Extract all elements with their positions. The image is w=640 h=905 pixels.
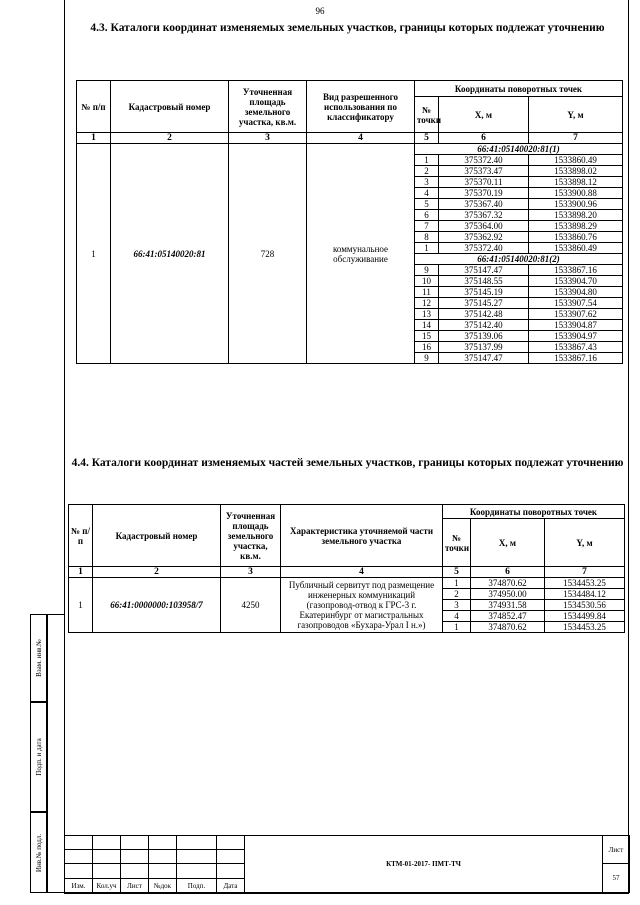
x-coordinate: 375139.06 bbox=[439, 331, 529, 342]
column-number: 4 bbox=[281, 567, 443, 578]
title-block-caption: Кол.уч bbox=[93, 879, 121, 893]
cadastral-number: 66:41:05140020:81 bbox=[111, 144, 229, 364]
x-coordinate: 374870.62 bbox=[471, 578, 545, 589]
contour-name: 66:41:05140020:81(2) bbox=[415, 254, 623, 265]
x-coordinate: 375147.47 bbox=[439, 265, 529, 276]
point-number: 13 bbox=[415, 309, 439, 320]
sheet-number: 57 bbox=[603, 864, 630, 893]
point-number: 9 bbox=[415, 265, 439, 276]
x-coordinate: 374931.58 bbox=[471, 600, 545, 611]
y-coordinate: 1533867.16 bbox=[529, 353, 623, 364]
t2-header-point: № точки bbox=[443, 519, 471, 567]
side-label-replace-inv: Взам. инв.№ bbox=[30, 614, 47, 702]
x-coordinate: 375372.40 bbox=[439, 243, 529, 254]
x-coordinate: 374852.47 bbox=[471, 611, 545, 622]
t2-header-char: Характеристика уточняемой части земельного участка bbox=[281, 505, 443, 567]
x-coordinate: 374950.00 bbox=[471, 589, 545, 600]
side-label-sign-date: Подп. и дата bbox=[30, 702, 47, 812]
y-coordinate: 1533860.76 bbox=[529, 232, 623, 243]
page-number: 96 bbox=[315, 6, 325, 16]
column-number: 6 bbox=[471, 567, 545, 578]
y-coordinate: 1533904.80 bbox=[529, 287, 623, 298]
point-number: 1 bbox=[415, 155, 439, 166]
column-number: 3 bbox=[229, 133, 307, 144]
frame-left-border bbox=[64, 0, 65, 893]
point-number: 4 bbox=[415, 188, 439, 199]
point-number: 11 bbox=[415, 287, 439, 298]
point-number: 6 bbox=[415, 210, 439, 221]
title-block-caption: Дата bbox=[217, 879, 245, 893]
point-number: 14 bbox=[415, 320, 439, 331]
y-coordinate: 1533898.02 bbox=[529, 166, 623, 177]
point-number: 8 bbox=[415, 232, 439, 243]
y-coordinate: 1533904.70 bbox=[529, 276, 623, 287]
sheet-label: Лист bbox=[603, 836, 630, 864]
x-coordinate: 375145.19 bbox=[439, 287, 529, 298]
point-number: 2 bbox=[443, 589, 471, 600]
y-coordinate: 1534499.84 bbox=[545, 611, 625, 622]
y-coordinate: 1533900.88 bbox=[529, 188, 623, 199]
y-coordinate: 1533860.49 bbox=[529, 155, 623, 166]
header-y: Y, м bbox=[529, 97, 623, 133]
title-block-caption: Изм. bbox=[65, 879, 93, 893]
side-label-inv-number: Инв.№ подл. bbox=[30, 812, 47, 893]
section-4-4-title: 4.4. Каталоги координат изменяемых частей земельных участков, границы которых подлежат уточнению bbox=[71, 457, 624, 469]
y-coordinate: 1534530.56 bbox=[545, 600, 625, 611]
t2-area-value: 4250 bbox=[221, 578, 281, 633]
x-coordinate: 375372.40 bbox=[439, 155, 529, 166]
section-4-3-title: 4.3. Каталоги координат изменяемых земельных участков, границы которых подлежат уточнению bbox=[90, 22, 605, 34]
header-use: Вид разрешенного использования по классификатору bbox=[307, 81, 415, 133]
y-coordinate: 1533867.43 bbox=[529, 342, 623, 353]
side-strip-blank bbox=[47, 614, 64, 893]
header-cadastral: Кадастровый номер bbox=[111, 81, 229, 133]
x-coordinate: 375367.32 bbox=[439, 210, 529, 221]
x-coordinate: 374870.62 bbox=[471, 622, 545, 633]
x-coordinate: 375145.27 bbox=[439, 298, 529, 309]
column-number: 1 bbox=[77, 133, 111, 144]
title-block-caption: Лист bbox=[121, 879, 149, 893]
header-area: Уточненная площадь земельного участка, кв.м. bbox=[229, 81, 307, 133]
y-coordinate: 1533898.12 bbox=[529, 177, 623, 188]
x-coordinate: 375367.40 bbox=[439, 199, 529, 210]
y-coordinate: 1533900.96 bbox=[529, 199, 623, 210]
y-coordinate: 1534453.25 bbox=[545, 578, 625, 589]
point-number: 3 bbox=[415, 177, 439, 188]
column-number: 5 bbox=[415, 133, 439, 144]
x-coordinate: 375373.47 bbox=[439, 166, 529, 177]
permitted-use: коммунальное обслуживание bbox=[307, 144, 415, 364]
column-number: 2 bbox=[93, 567, 221, 578]
x-coordinate: 375362.92 bbox=[439, 232, 529, 243]
y-coordinate: 1534453.25 bbox=[545, 622, 625, 633]
column-number: 2 bbox=[111, 133, 229, 144]
point-number: 3 bbox=[443, 600, 471, 611]
t2-header-area: Уточненная площадь земельного участка, кв.м. bbox=[221, 505, 281, 567]
point-number: 1 bbox=[443, 622, 471, 633]
t2-header-x: X, м bbox=[471, 519, 545, 567]
point-number: 16 bbox=[415, 342, 439, 353]
point-number: 12 bbox=[415, 298, 439, 309]
point-number: 7 bbox=[415, 221, 439, 232]
point-number: 1 bbox=[415, 243, 439, 254]
contour-name: 66:41:05140020:81(1) bbox=[415, 144, 623, 155]
table-row bbox=[69, 578, 625, 589]
coordinates-table-4-4 bbox=[68, 504, 625, 633]
column-number: 7 bbox=[545, 567, 625, 578]
y-coordinate: 1533898.20 bbox=[529, 210, 623, 221]
x-coordinate: 375142.40 bbox=[439, 320, 529, 331]
header-num: № п/п bbox=[77, 81, 111, 133]
area-value: 728 bbox=[229, 144, 307, 364]
y-coordinate: 1534484.12 bbox=[545, 589, 625, 600]
t2-header-cadastral: Кадастровый номер bbox=[93, 505, 221, 567]
title-block-caption: №док bbox=[149, 879, 177, 893]
column-number: 3 bbox=[221, 567, 281, 578]
column-number: 5 bbox=[443, 567, 471, 578]
column-number: 4 bbox=[307, 133, 415, 144]
frame-bottom-border bbox=[64, 893, 629, 894]
point-number: 5 bbox=[415, 199, 439, 210]
y-coordinate: 1533867.16 bbox=[529, 265, 623, 276]
y-coordinate: 1533904.87 bbox=[529, 320, 623, 331]
y-coordinate: 1533904.97 bbox=[529, 331, 623, 342]
y-coordinate: 1533907.62 bbox=[529, 309, 623, 320]
column-number: 7 bbox=[529, 133, 623, 144]
t2-cadastral-number: 66:41:0000000:103958/7 bbox=[93, 578, 221, 633]
title-block-caption: Подп. bbox=[177, 879, 217, 893]
t2-header-coords: Координаты поворотных точек bbox=[443, 505, 625, 519]
x-coordinate: 375148.55 bbox=[439, 276, 529, 287]
column-number: 6 bbox=[439, 133, 529, 144]
point-number: 10 bbox=[415, 276, 439, 287]
document-code: КТМ-01-2017- ПМТ-ТЧ bbox=[245, 836, 603, 893]
t2-header-num: № п/ п bbox=[69, 505, 93, 567]
y-coordinate: 1533860.49 bbox=[529, 243, 623, 254]
t2-header-y: Y, м bbox=[545, 519, 625, 567]
point-number: 9 bbox=[415, 353, 439, 364]
x-coordinate: 375147.47 bbox=[439, 353, 529, 364]
coordinates-table-4-3 bbox=[76, 80, 623, 364]
header-x: X, м bbox=[439, 97, 529, 133]
x-coordinate: 375137.99 bbox=[439, 342, 529, 353]
t2-row-number: 1 bbox=[69, 578, 93, 633]
point-number: 4 bbox=[443, 611, 471, 622]
header-coords: Координаты поворотных точек bbox=[415, 81, 623, 97]
title-block bbox=[64, 835, 630, 893]
x-coordinate: 375370.11 bbox=[439, 177, 529, 188]
row-number: 1 bbox=[77, 144, 111, 364]
point-number: 2 bbox=[415, 166, 439, 177]
x-coordinate: 375364.00 bbox=[439, 221, 529, 232]
x-coordinate: 375370.19 bbox=[439, 188, 529, 199]
point-number: 15 bbox=[415, 331, 439, 342]
column-number: 1 bbox=[69, 567, 93, 578]
y-coordinate: 1533898.29 bbox=[529, 221, 623, 232]
frame-right-border bbox=[628, 0, 629, 893]
x-coordinate: 375142.48 bbox=[439, 309, 529, 320]
point-number: 1 bbox=[443, 578, 471, 589]
t2-part-characteristic: Публичный сервитут под размещение инженерных коммуникаций (газопровод-отвод к ГРС-3 г. Екатеринбург от магистральных газопроводов «Бухара-Урал I н.») bbox=[281, 578, 443, 633]
header-point: № точки bbox=[415, 97, 439, 133]
y-coordinate: 1533907.54 bbox=[529, 298, 623, 309]
